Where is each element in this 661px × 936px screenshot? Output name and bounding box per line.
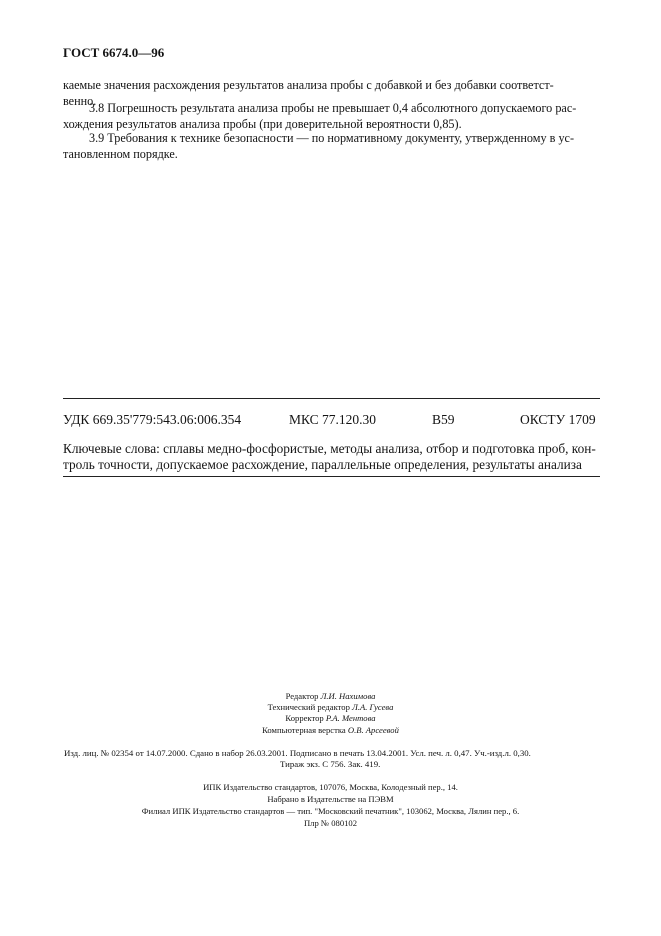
credit-layout: Компьютерная верстка О.В. Арсеевой — [262, 724, 399, 735]
text-line: хождения результатов анализа пробы (при доверительной вероятности 0,85). — [63, 116, 462, 131]
imprint-line-1: Изд. лиц. № 02354 от 14.07.2000. Сдано в набор 26.03.2001. Подписано в печать 13.04.2001. Усл. печ. л. 0,47. Уч.-изд.л. 0,30. — [64, 748, 531, 758]
publisher-line: Набрано в Издательстве на ПЭВМ — [267, 794, 394, 804]
divider-bottom — [63, 476, 600, 477]
okstu-code: ОКСТУ 1709 — [520, 412, 596, 427]
group-code: В59 — [432, 412, 455, 427]
text-line: 3.9 Требования к технике безопасности — по нормативному документу, утвержденному в ус- — [89, 131, 575, 145]
paragraph-3-8 — [63, 101, 598, 132]
credit-tech-editor: Технический редактор Л.А. Гусева — [267, 702, 394, 713]
text-line: венно. — [63, 93, 97, 108]
publisher-block — [0, 781, 661, 829]
publisher-line: Плр № 080102 — [303, 818, 358, 828]
document-header: ГОСТ 6674.0—96 — [63, 45, 165, 60]
keywords-line: Ключевые слова: сплавы медно-фосфористые, методы анализа, отбор и подготовка проб, кон- — [63, 441, 596, 456]
udk-code: УДК 669.35'779:543.06:006.354 — [63, 412, 242, 427]
credit-editor: Редактор Л.И. Нахимова — [285, 691, 376, 701]
publisher-line: ИПК Издательство стандартов, 107076, Москва, Колодезный пер., 14. — [203, 782, 458, 792]
text-line: каемые значения расхождения результатов анализа пробы с добавкой и без добавки соответст- — [63, 78, 554, 92]
keywords — [63, 441, 596, 473]
text-line: тановленном порядке. — [63, 146, 178, 161]
divider-top — [63, 398, 600, 399]
imprint-line-2: Тираж экз. С 756. Зак. 419. — [280, 759, 381, 769]
mks-code: МКС 77.120.30 — [289, 412, 377, 427]
credit-corrector: Корректор Р.А. Ментова — [285, 713, 376, 724]
credits-block — [0, 691, 661, 736]
publisher-line: Филиал ИПК Издательство стандартов — тип. "Московский печатник", 103062, Москва, Лялин пер., 6. — [141, 806, 520, 816]
keywords-line: троль точности, допускаемое расхождение, параллельные определения, результаты анализа — [63, 457, 582, 472]
text-line: 3.8 Погрешность результата анализа пробы не превышает 0,4 абсолютного допускаемого рас- — [89, 101, 577, 115]
paragraph-3-9 — [63, 131, 598, 162]
